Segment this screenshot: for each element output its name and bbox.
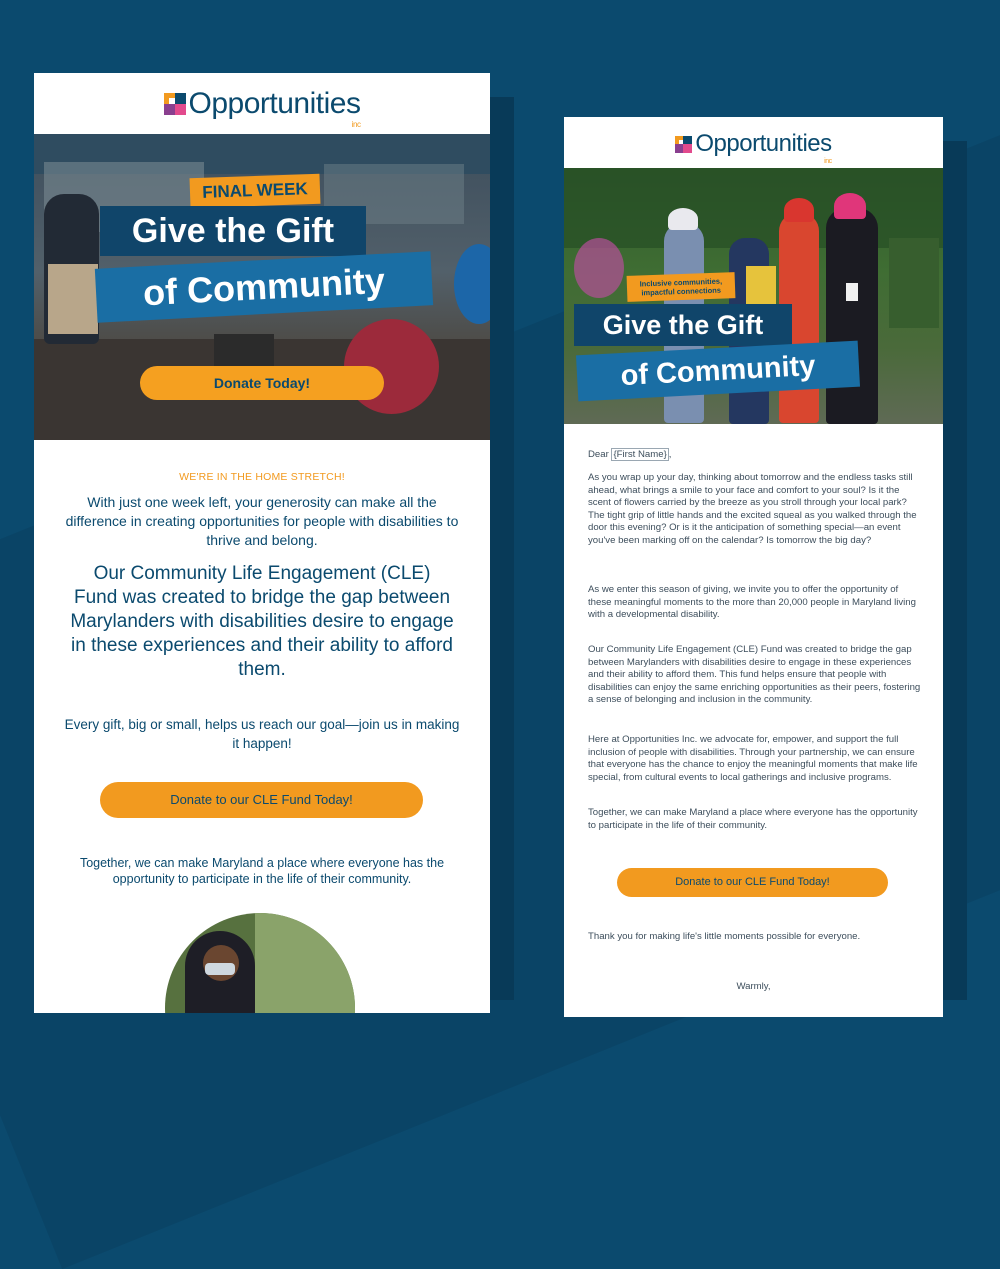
paragraph-3: Our Community Life Engagement (CLE) Fund was created to bridge the gap between Marylanders with disabilities desire to engage in these experiences and their ability to afford them. This fund helps ensure that people with disabilities can enjoy the same enriching opportunities as their peers, fostering a sense of belonging and inclusion in the community.	[588, 644, 921, 706]
thank-you-paragraph: Thank you for making life's little moments possible for everyone.	[588, 931, 861, 942]
first-name-merge-field: {First Name}	[613, 449, 667, 460]
logo-wordmark: Opportunities inc	[695, 130, 832, 165]
donate-today-button[interactable]: Donate Today!	[140, 366, 384, 400]
hero-headline-line-2: of Community	[576, 341, 860, 402]
hero-image	[34, 134, 490, 440]
feature-paragraph: Our Community Life Engagement (CLE) Fund was created to bridge the gap between Marylanders with disabilities desire to engage in these experiences and their ability to afford them.	[70, 563, 454, 680]
donate-cle-fund-button[interactable]: Donate to our CLE Fund Today!	[617, 868, 888, 897]
goal-paragraph: Every gift, big or small, helps us reach our goal—join us in making it happen!	[64, 717, 460, 751]
donate-cle-fund-button[interactable]: Donate to our CLE Fund Today!	[100, 782, 423, 818]
inclusive-communities-tag: Inclusive communities, impactful connections	[627, 272, 736, 302]
hero-headline-line-2: of Community	[95, 251, 433, 323]
logo-mark-icon	[675, 136, 692, 153]
signoff: Warmly,	[736, 981, 771, 992]
paragraph-5: Together, we can make Maryland a place where everyone has the opportunity to participate in the life of their community.	[588, 807, 918, 831]
right-email-preview	[564, 117, 943, 1017]
portrait-photo	[165, 913, 355, 1013]
left-email-preview	[34, 73, 490, 1013]
greeting-line: Dear {First Name} ,	[588, 449, 672, 460]
logo	[564, 129, 943, 165]
paragraph-4: Here at Opportunities Inc. we advocate for, empower, and support the full inclusion of people with disabilities. Through your partnership, we can ensure that everyone has the chance to enjoy the meaningful moments that make life special, from cultural events to local gatherings and inclusive programs.	[588, 734, 918, 783]
logo-mark-icon	[164, 93, 186, 115]
paragraph-2: As we enter this season of giving, we invite you to offer the opportunity of these meaningful moments to the more than 20,000 people in Maryland living with a developmental disability.	[588, 584, 916, 621]
hero-headline-line-1: Give the Gift	[574, 304, 792, 346]
hero-image	[564, 168, 943, 424]
right-email-shadow	[943, 141, 967, 1000]
together-paragraph: Together, we can make Maryland a place where everyone has the opportunity to participate in the life of their community.	[79, 856, 445, 886]
logo	[34, 87, 490, 129]
left-email-shadow	[490, 97, 514, 1000]
logo-wordmark: Opportunities inc	[188, 87, 361, 129]
intro-paragraph: With just one week left, your generosity can make all the difference in creating opportunities for people with disabilities to thrive and belong.	[65, 494, 459, 548]
final-week-tag: FINAL WEEK	[190, 174, 321, 209]
hero-headline-line-1: Give the Gift	[100, 206, 366, 256]
eyebrow-text: WE'RE IN THE HOME STRETCH!	[179, 471, 345, 483]
paragraph-1: As you wrap up your day, thinking about tomorrow and the endless tasks still ahead, what brings a smile to your face and comfort to your soul? Is it the scent of flowers carried by the breeze as you stroll through your local park? The tight grip of little hands and the excited squeal as you walked through the door this evening? Or is it the anticipation of something special—an event you've been marking off on the calendar? Is tomorrow the big day?	[588, 472, 917, 546]
